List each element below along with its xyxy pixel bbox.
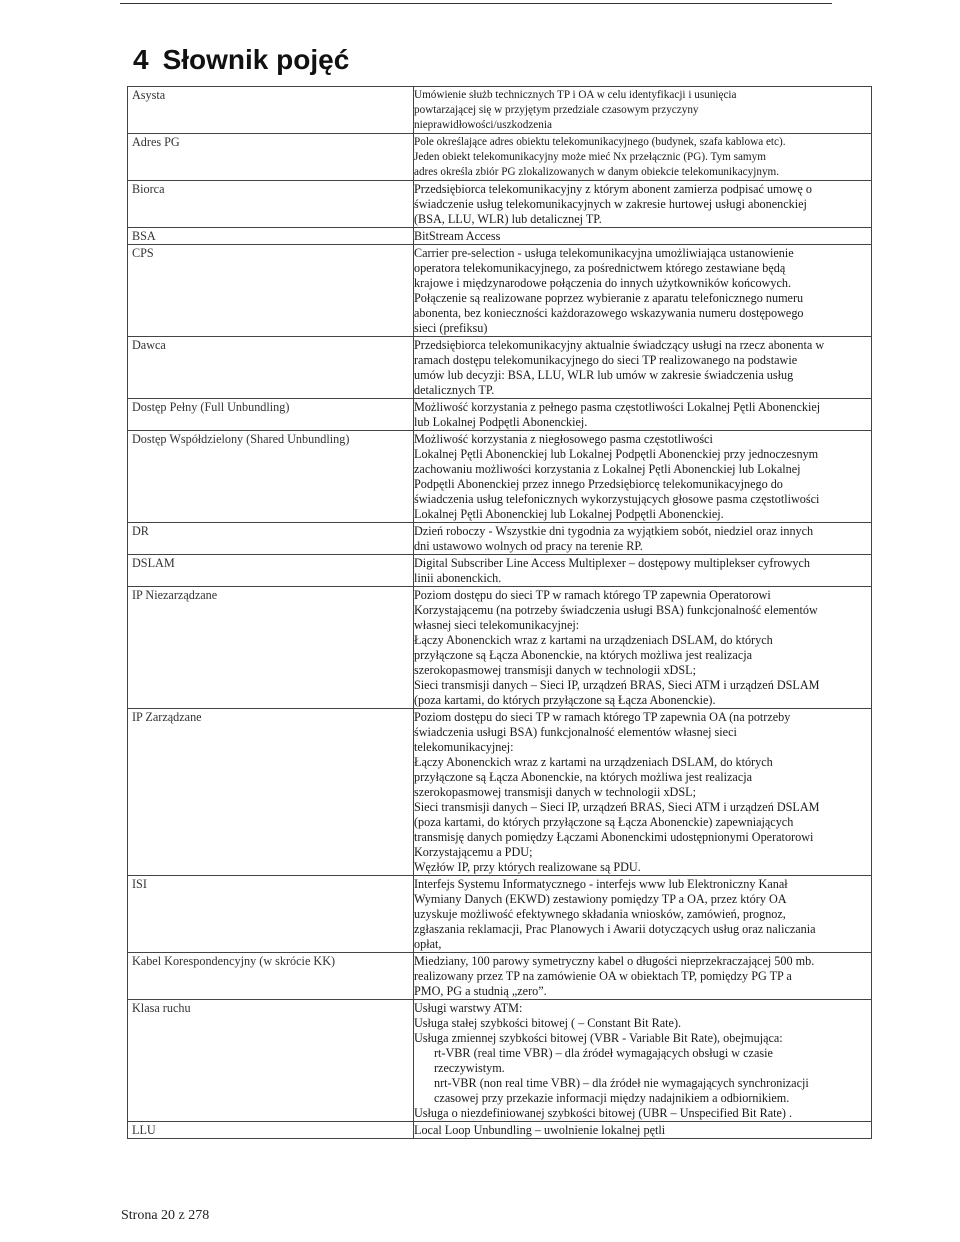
definition-line: Interfejs Systemu Informatycznego - interfejs www lub Elektroniczny Kanał (414, 877, 788, 891)
glossary-term: BSA (128, 228, 414, 245)
definition-line: telekomunikacyjnej: (414, 740, 514, 754)
top-rule (120, 3, 832, 4)
glossary-row (128, 876, 872, 953)
definition-line: Węzłów IP, przy których realizowane są PDU. (414, 860, 641, 874)
definition-line: Jeden obiekt telekomunikacyjny może mieć Nx przełącznic (PG). Tym samym (414, 151, 766, 163)
definition-line: szerokopasmowej transmisji danych w technologii xDSL; (414, 663, 696, 677)
glossary-term: Dawca (128, 337, 414, 399)
definition-line: uzyskuje możliwość efektywnego składania wniosków, zamówień, prognoz, (414, 907, 786, 921)
glossary-row (128, 1122, 872, 1139)
definition-line: nrt-VBR (non real time VBR) – dla źródeł nie wymagających synchronizacji (434, 1076, 809, 1090)
definition-line: lub Lokalnej Podpętli Abonenckiej. (414, 415, 588, 429)
definition-line: (BSA, LLU, WLR) lub detalicznej TP. (414, 212, 602, 226)
definition-line: Wymiany Danych (EKWD) zestawiony pomiędzy TP a OA, przez który OA (414, 892, 787, 906)
definition-line: szerokopasmowej transmisji danych w technologii xDSL; (414, 785, 696, 799)
definition-line: PMO, PG a studnią „zero”. (414, 984, 547, 998)
definition-line: przyłączone są Łącza Abonenckie, na których możliwa jest realizacja (414, 770, 753, 784)
definition-line: Local Loop Unbundling – uwolnienie lokalnej pętli (414, 1123, 666, 1137)
definition-line: rzeczywistym. (434, 1061, 505, 1075)
definition-line: świadczenia usług telefonicznych wykorzystujących głosowe pasma częstotliwości (414, 492, 820, 506)
definition-line: Łączy Abonenckich wraz z kartami na urządzeniach DSLAM, do których (414, 633, 773, 647)
definition-line: Usługa stałej szybkości bitowej ( – Constant Bit Rate). (414, 1016, 682, 1030)
definition-line: świadczenie usług telekomunikacyjnych w zakresie hurtowej usługi abonenckiej (414, 197, 807, 211)
definition-line: opłat, (414, 937, 442, 951)
glossary-row (128, 337, 872, 399)
glossary-definition (414, 245, 872, 337)
definition-line: rt-VBR (real time VBR) – dla źródeł wymagających obsługi w czasie (434, 1046, 773, 1060)
glossary-definition (414, 431, 872, 523)
definition-line: Połączenie są realizowane poprzez wybieranie z aparatu telefonicznego numeru (414, 291, 804, 305)
glossary-term: DSLAM (128, 555, 414, 587)
section-heading (133, 44, 349, 76)
glossary-row (128, 587, 872, 709)
definition-line: Digital Subscriber Line Access Multiplexer – dostępowy multiplekser cyfrowych (414, 556, 811, 570)
glossary-term: LLU (128, 1122, 414, 1139)
definition-line: Podpętli Abonenckiej przez innego Przedsiębiorcę telekomunikacyjnego do (414, 477, 783, 491)
page-footer: Strona 20 z 278 (121, 1208, 210, 1223)
glossary-definition (414, 87, 872, 134)
definition-line: adres określa zbiór PG zlokalizowanych w danym obiekcie telekomunikacyjnym. (414, 166, 780, 178)
definition-line: Możliwość korzystania z niegłosowego pasma częstotliwości (414, 432, 713, 446)
glossary-definition (414, 953, 872, 1000)
definition-line: umów lub decyzji: BSA, LLU, WLR lub umów w zakresie świadczenia usług (414, 368, 794, 382)
definition-line: Korzystającemu (na potrzeby świadczenia usługi BSA) funkcjonalność elementów (414, 603, 818, 617)
glossary-definition (414, 1000, 872, 1122)
glossary-definition (414, 523, 872, 555)
glossary-row (128, 1000, 872, 1122)
definition-line: Przedsiębiorca telekomunikacyjny z którym abonent zamierza podpisać umowę o (414, 182, 812, 196)
definition-line: Poziom dostępu do sieci TP w ramach którego TP zapewnia OA (na potrzeby (414, 710, 791, 724)
glossary-term: IP Zarządzane (128, 709, 414, 876)
glossary-row (128, 523, 872, 555)
definition-line: detalicznych TP. (414, 383, 495, 397)
definition-line: abonenta, bez konieczności każdorazowego wskazywania numeru dostępowego (414, 306, 804, 320)
definition-line: Carrier pre-selection - usługa telekomunikacyjna umożliwiająca ustanowienie (414, 246, 794, 260)
definition-line: Lokalnej Pętli Abonenckiej lub Lokalnej Podpętli Abonenckiej przy jednoczesnym (414, 447, 819, 461)
glossary-row (128, 245, 872, 337)
definition-line: Poziom dostępu do sieci TP w ramach którego TP zapewnia Operatorowi (414, 588, 771, 602)
glossary-row (128, 953, 872, 1000)
definition-line: linii abonenckich. (414, 571, 502, 585)
glossary-term: Biorca (128, 181, 414, 228)
definition-line: Przedsiębiorca telekomunikacyjny aktualnie świadczący usługi na rzecz abonenta w (414, 338, 825, 352)
glossary-row (128, 555, 872, 587)
glossary-term: Adres PG (128, 134, 414, 181)
glossary-term: DR (128, 523, 414, 555)
section-number: 4 (133, 44, 149, 75)
glossary-definition (414, 228, 872, 245)
glossary-row (128, 87, 872, 134)
glossary-term: Klasa ruchu (128, 1000, 414, 1122)
definition-line: Miedziany, 100 parowy symetryczny kabel o długości nieprzekraczającej 500 mb. (414, 954, 815, 968)
definition-line: Lokalnej Pętli Abonenckiej lub Lokalnej Podpętli Abonenckiej. (414, 507, 724, 521)
glossary-row (128, 709, 872, 876)
glossary-term: Kabel Korespondencyjny (w skrócie KK) (128, 953, 414, 1000)
glossary-table (127, 86, 872, 1139)
glossary-row (128, 181, 872, 228)
definition-line: (poza kartami, do których przyłączone są Łącza Abonenckie) zapewniających (414, 815, 794, 829)
glossary-definition (414, 709, 872, 876)
definition-line: dni ustawowo wolnych od pracy na terenie RP. (414, 539, 643, 553)
definition-line: Usługi warstwy ATM: (414, 1001, 523, 1015)
glossary-term: CPS (128, 245, 414, 337)
definition-line: Pole określające adres obiektu telekomunikacyjnego (budynek, szafa kablowa etc). (414, 136, 786, 148)
glossary-definition (414, 876, 872, 953)
definition-line: ramach dostępu telekomunikacyjnego do sieci TP realizowanego na podstawie (414, 353, 798, 367)
glossary-row (128, 399, 872, 431)
definition-line: Usługa o niezdefiniowanej szybkości bitowej (UBR – Unspecified Bit Rate) . (414, 1106, 793, 1120)
definition-line: czasowej przy przekazie informacji między nadajnikiem a odbiornikiem. (434, 1091, 790, 1105)
glossary-definition (414, 1122, 872, 1139)
definition-line: powtarzającej się w przyjętym przedziale czasowym przyczyny (414, 104, 699, 116)
definition-line: Dzień roboczy - Wszystkie dni tygodnia za wyjątkiem sobót, niedziel oraz innych (414, 524, 814, 538)
definition-line: Sieci transmisji danych – Sieci IP, urządzeń BRAS, Sieci ATM i urządzeń DSLAM (414, 678, 820, 692)
definition-line: Łączy Abonenckich wraz z kartami na urządzeniach DSLAM, do których (414, 755, 773, 769)
definition-line: Możliwość korzystania z pełnego pasma częstotliwości Lokalnej Pętli Abonenckiej (414, 400, 821, 414)
glossary-row (128, 134, 872, 181)
definition-line: zachowaniu możliwości korzystania z Lokalnej Pętli Abonenckiej lub Lokalnej (414, 462, 801, 476)
glossary-definition (414, 587, 872, 709)
definition-line: zgłaszania reklamacji, Prac Planowych i Awarii dotyczących usług oraz naliczania (414, 922, 816, 936)
glossary-definition (414, 399, 872, 431)
definition-line: sieci (prefiksu) (414, 321, 488, 335)
glossary-row (128, 431, 872, 523)
definition-line: realizowany przez TP na zamówienie OA w obiektach TP, pomiędzy PG TP a (414, 969, 792, 983)
glossary-row (128, 228, 872, 245)
glossary-definition (414, 555, 872, 587)
definition-line: Sieci transmisji danych – Sieci IP, urządzeń BRAS, Sieci ATM i urządzeń DSLAM (414, 800, 820, 814)
definition-line: transmisję danych pomiędzy Łączami Abonenckimi udostępnionymi Operatorowi (414, 830, 814, 844)
definition-line: (poza kartami, do których przyłączone są Łącza Abonenckie). (414, 693, 716, 707)
definition-line: Usługa zmiennej szybkości bitowej (VBR - Variable Bit Rate), obejmująca: (414, 1031, 783, 1045)
glossary-definition (414, 337, 872, 399)
definition-line: własnej sieci telekomunikacyjnej: (414, 618, 580, 632)
glossary-term: ISI (128, 876, 414, 953)
definition-line: BitStream Access (414, 229, 501, 243)
definition-line: Umówienie służb technicznych TP i OA w celu identyfikacji i usunięcia (414, 89, 737, 101)
definition-line: operatora telekomunikacyjnego, za pośrednictwem którego zestawiane będą (414, 261, 786, 275)
definition-line: świadczenia usługi BSA) funkcjonalność elementów własnej sieci (414, 725, 737, 739)
glossary-term: IP Niezarządzane (128, 587, 414, 709)
glossary-definition (414, 181, 872, 228)
glossary-term: Asysta (128, 87, 414, 134)
section-title: Słownik pojęć (162, 44, 350, 75)
definition-line: krajowe i międzynarodowe połączenia do innych użytkowników końcowych. (414, 276, 792, 290)
definition-line: przyłączone są Łącza Abonenckie, na których możliwa jest realizacja (414, 648, 753, 662)
definition-line: Korzystającemu a PDU; (414, 845, 533, 859)
definition-line: nieprawidłowości/uszkodzenia (414, 119, 552, 131)
glossary-definition (414, 134, 872, 181)
glossary-body (128, 87, 872, 1139)
glossary-term: Dostęp Pełny (Full Unbundling) (128, 399, 414, 431)
glossary-term: Dostęp Współdzielony (Shared Unbundling) (128, 431, 414, 523)
